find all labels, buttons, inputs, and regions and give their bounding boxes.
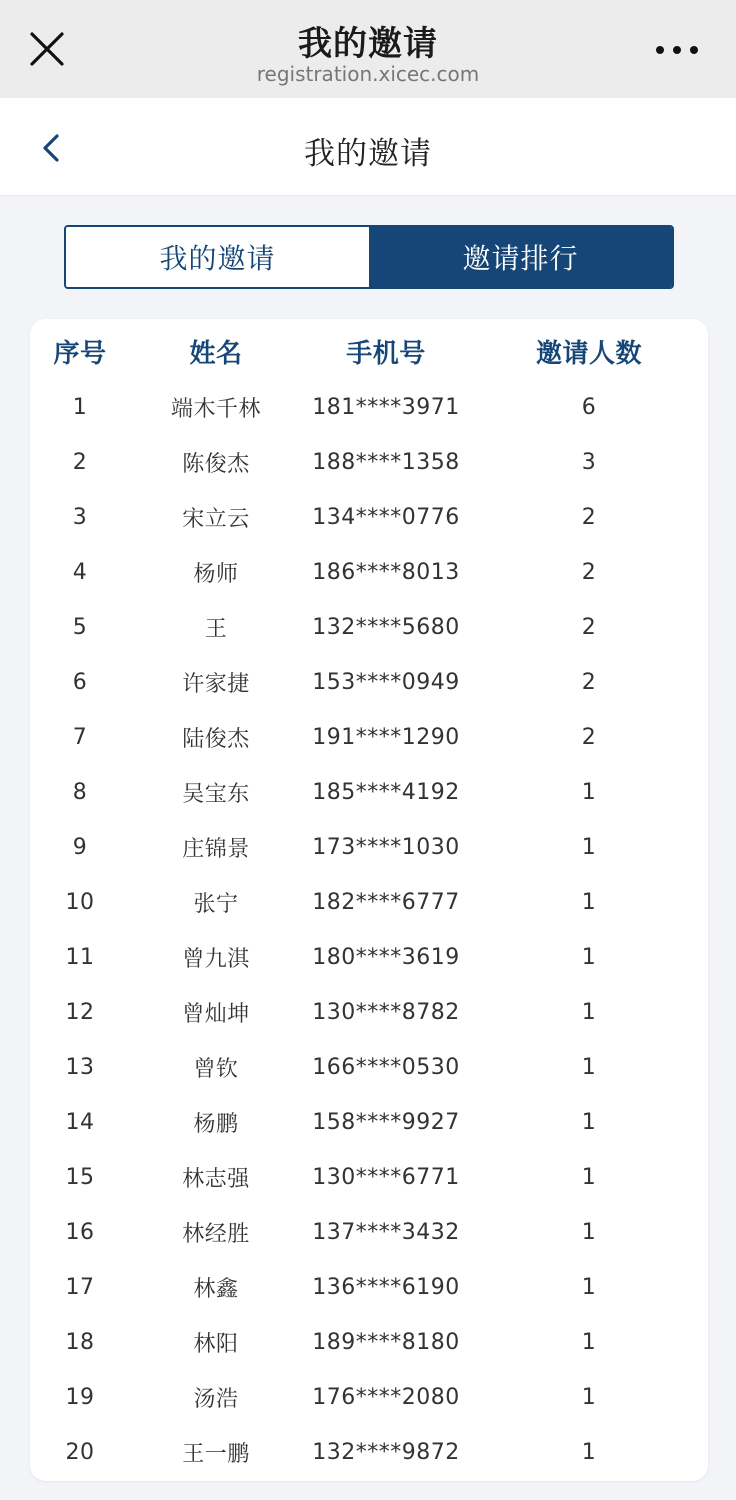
row-invite-count: 1 bbox=[581, 780, 597, 805]
row-index: 14 bbox=[65, 1110, 95, 1135]
table-row bbox=[30, 985, 708, 1040]
row-phone: 136****6190 bbox=[312, 1275, 460, 1300]
row-phone: 153****0949 bbox=[312, 670, 460, 695]
row-invite-count: 3 bbox=[581, 450, 597, 475]
tab-invite-ranking[interactable]: 邀请排行 bbox=[369, 227, 672, 287]
table-row bbox=[30, 655, 708, 710]
row-index: 3 bbox=[72, 505, 88, 530]
row-name: 林经胜 bbox=[182, 1222, 250, 1247]
row-name: 陆俊杰 bbox=[182, 727, 250, 752]
row-phone: 189****8180 bbox=[312, 1330, 460, 1355]
row-index: 17 bbox=[65, 1275, 95, 1300]
row-index: 16 bbox=[65, 1220, 95, 1245]
row-index: 19 bbox=[65, 1385, 95, 1410]
row-name: 王 bbox=[204, 617, 228, 642]
row-phone: 173****1030 bbox=[312, 835, 460, 860]
row-index: 5 bbox=[72, 615, 88, 640]
row-name: 陈俊杰 bbox=[182, 452, 250, 477]
table-row bbox=[30, 820, 708, 875]
row-phone: 181****3971 bbox=[312, 395, 460, 420]
row-name: 宋立云 bbox=[182, 507, 250, 532]
row-name: 杨鹏 bbox=[193, 1112, 239, 1137]
row-name: 林阳 bbox=[193, 1332, 239, 1357]
row-name: 许家捷 bbox=[182, 672, 250, 697]
row-invite-count: 1 bbox=[581, 1055, 597, 1080]
row-phone: 185****4192 bbox=[312, 780, 460, 805]
row-name: 吴宝东 bbox=[182, 782, 250, 807]
browser-top-bar bbox=[0, 0, 736, 98]
row-invite-count: 1 bbox=[581, 1220, 597, 1245]
row-name: 林志强 bbox=[182, 1167, 250, 1192]
row-index: 1 bbox=[72, 395, 88, 420]
row-phone: 186****8013 bbox=[312, 560, 460, 585]
row-index: 12 bbox=[65, 1000, 95, 1025]
row-name: 曾钦 bbox=[193, 1057, 239, 1082]
row-name: 林鑫 bbox=[193, 1277, 239, 1302]
row-index: 8 bbox=[72, 780, 88, 805]
row-index: 20 bbox=[65, 1440, 95, 1465]
table-row bbox=[30, 600, 708, 655]
table-row bbox=[30, 1150, 708, 1205]
row-phone: 130****8782 bbox=[312, 1000, 460, 1025]
row-name: 曾灿坤 bbox=[182, 1002, 250, 1027]
row-invite-count: 1 bbox=[581, 1000, 597, 1025]
row-phone: 176****2080 bbox=[312, 1385, 460, 1410]
row-index: 4 bbox=[72, 560, 88, 585]
table-row bbox=[30, 380, 708, 435]
table-row bbox=[30, 1040, 708, 1095]
page-header bbox=[0, 98, 736, 196]
row-invite-count: 1 bbox=[581, 945, 597, 970]
row-invite-count: 2 bbox=[581, 670, 597, 695]
row-index: 7 bbox=[72, 725, 88, 750]
row-invite-count: 1 bbox=[581, 1440, 597, 1465]
table-row bbox=[30, 1425, 708, 1480]
row-invite-count: 2 bbox=[581, 725, 597, 750]
browser-url: registration.xicec.com bbox=[256, 62, 480, 86]
header-invite-count: 邀请人数 bbox=[535, 338, 642, 369]
row-name: 杨师 bbox=[193, 562, 239, 587]
row-invite-count: 1 bbox=[581, 1330, 597, 1355]
row-invite-count: 2 bbox=[581, 560, 597, 585]
table-row bbox=[30, 930, 708, 985]
row-name: 曾九淇 bbox=[182, 947, 250, 972]
row-phone: 188****1358 bbox=[312, 450, 460, 475]
row-phone: 158****9927 bbox=[312, 1110, 460, 1135]
more-options-icon[interactable] bbox=[650, 36, 704, 64]
row-index: 11 bbox=[65, 945, 95, 970]
row-index: 10 bbox=[65, 890, 95, 915]
row-name: 端木千林 bbox=[170, 397, 261, 422]
row-index: 6 bbox=[72, 670, 88, 695]
header-index: 序号 bbox=[53, 338, 107, 369]
table-row bbox=[30, 1095, 708, 1150]
table-row bbox=[30, 710, 708, 765]
row-name: 庄锦景 bbox=[182, 837, 250, 862]
row-phone: 191****1290 bbox=[312, 725, 460, 750]
table-row bbox=[30, 490, 708, 545]
row-index: 18 bbox=[65, 1330, 95, 1355]
header-phone: 手机号 bbox=[346, 338, 426, 369]
row-phone: 134****0776 bbox=[312, 505, 460, 530]
row-index: 13 bbox=[65, 1055, 95, 1080]
tab-switcher bbox=[64, 225, 674, 289]
row-invite-count: 1 bbox=[581, 1165, 597, 1190]
row-phone: 182****6777 bbox=[312, 890, 460, 915]
row-invite-count: 1 bbox=[581, 1110, 597, 1135]
browser-title: 我的邀请 bbox=[298, 24, 438, 64]
row-phone: 132****9872 bbox=[312, 1440, 460, 1465]
table-row bbox=[30, 1315, 708, 1370]
row-invite-count: 6 bbox=[581, 395, 597, 420]
ranking-table bbox=[30, 319, 708, 1481]
row-index: 15 bbox=[65, 1165, 95, 1190]
tab-my-invites[interactable]: 我的邀请 bbox=[66, 227, 369, 287]
row-index: 2 bbox=[72, 450, 88, 475]
row-phone: 137****3432 bbox=[312, 1220, 460, 1245]
table-row bbox=[30, 1260, 708, 1315]
row-invite-count: 1 bbox=[581, 835, 597, 860]
row-name: 王一鹏 bbox=[182, 1442, 250, 1467]
table-row bbox=[30, 435, 708, 490]
table-row bbox=[30, 1205, 708, 1260]
row-index: 9 bbox=[72, 835, 88, 860]
row-phone: 166****0530 bbox=[312, 1055, 460, 1080]
row-invite-count: 1 bbox=[581, 1275, 597, 1300]
row-name: 汤浩 bbox=[193, 1387, 239, 1412]
row-invite-count: 1 bbox=[581, 890, 597, 915]
row-invite-count: 2 bbox=[581, 615, 597, 640]
table-row bbox=[30, 545, 708, 600]
table-row bbox=[30, 1370, 708, 1425]
table-row bbox=[30, 765, 708, 820]
row-phone: 130****6771 bbox=[312, 1165, 460, 1190]
row-invite-count: 2 bbox=[581, 505, 597, 530]
row-invite-count: 1 bbox=[581, 1385, 597, 1410]
row-phone: 132****5680 bbox=[312, 615, 460, 640]
row-phone: 180****3619 bbox=[312, 945, 460, 970]
page-title: 我的邀请 bbox=[304, 136, 432, 172]
header-name: 姓名 bbox=[189, 338, 243, 369]
row-name: 张宁 bbox=[193, 892, 239, 917]
table-header-row bbox=[30, 323, 708, 379]
table-row bbox=[30, 875, 708, 930]
